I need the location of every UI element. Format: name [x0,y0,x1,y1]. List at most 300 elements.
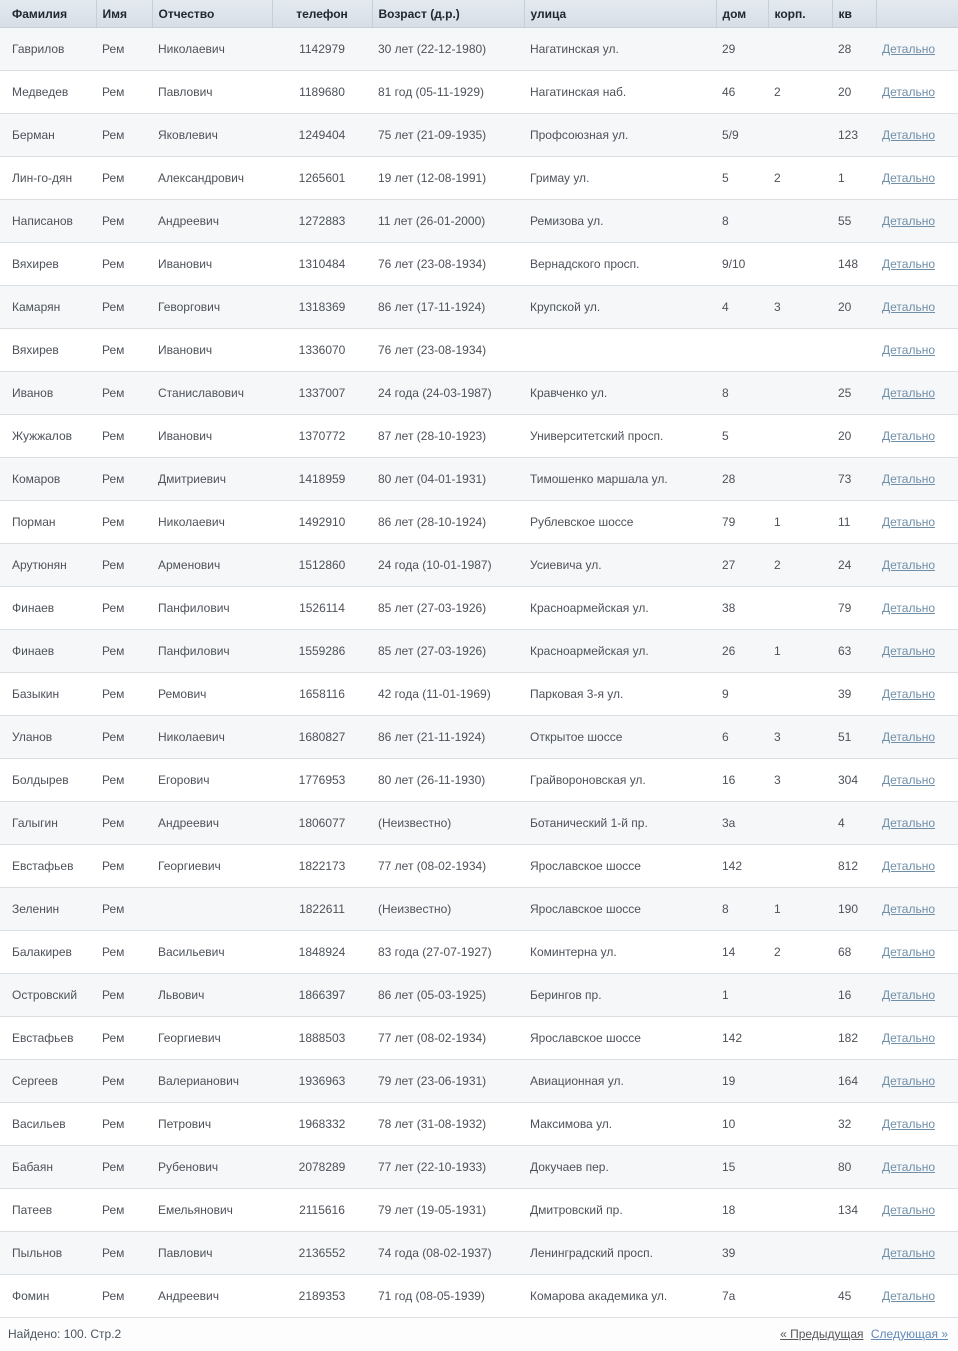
street-cell: Авиационная ул. [524,1060,716,1103]
surname-cell: Пыльнов [0,1232,96,1275]
surname-cell: Медведев [0,71,96,114]
phone-cell: 1848924 [272,931,372,974]
firstname-cell: Рем [96,1275,152,1318]
details-cell [876,974,958,1017]
firstname-cell: Рем [96,888,152,931]
phone-cell: 1526114 [272,587,372,630]
surname-cell: Лин-го-дян [0,157,96,200]
apartment-cell: 123 [832,114,876,157]
phone-cell: 1822611 [272,888,372,931]
apartment-cell: 134 [832,1189,876,1232]
details-cell [876,501,958,544]
firstname-cell: Рем [96,1189,152,1232]
table-row [0,974,958,1017]
building-cell: 1 [768,888,832,931]
age-cell: 86 лет (21-11-1924) [372,716,524,759]
age-cell: 85 лет (27-03-1926) [372,630,524,673]
building-cell [768,1017,832,1060]
phone-cell: 1189680 [272,71,372,114]
phone-cell: 1249404 [272,114,372,157]
house-cell: 9/10 [716,243,768,286]
street-cell: Грайвороновская ул. [524,759,716,802]
patronymic-cell: Павлович [152,71,272,114]
age-cell: 11 лет (26-01-2000) [372,200,524,243]
details-link[interactable]: Детально [882,1160,935,1174]
details-cell [876,716,958,759]
apartment-cell: 182 [832,1017,876,1060]
street-cell: Парковая 3-я ул. [524,673,716,716]
details-link[interactable]: Детально [882,171,935,185]
building-cell [768,329,832,372]
surname-cell: Патеев [0,1189,96,1232]
apartment-cell: 39 [832,673,876,716]
table-row [0,1146,958,1189]
firstname-cell: Рем [96,1146,152,1189]
building-cell [768,1275,832,1318]
phone-cell: 1888503 [272,1017,372,1060]
details-link[interactable]: Детально [882,343,935,357]
table-header-row [0,0,958,28]
details-link[interactable]: Детально [882,42,935,56]
surname-cell: Болдырев [0,759,96,802]
details-link[interactable]: Детально [882,1289,935,1303]
surname-cell: Написанов [0,200,96,243]
apartment-cell: 148 [832,243,876,286]
column-header-street: улица [524,0,716,28]
firstname-cell: Рем [96,673,152,716]
phone-cell: 1142979 [272,28,372,71]
house-cell: 5 [716,415,768,458]
surname-cell: Сергеев [0,1060,96,1103]
street-cell: Красноармейская ул. [524,587,716,630]
apartment-cell: 20 [832,71,876,114]
firstname-cell: Рем [96,415,152,458]
building-cell [768,415,832,458]
details-cell [876,458,958,501]
patronymic-cell: Станиславович [152,372,272,415]
firstname-cell: Рем [96,157,152,200]
apartment-cell: 73 [832,458,876,501]
surname-cell: Уланов [0,716,96,759]
apartment-cell: 80 [832,1146,876,1189]
patronymic-cell: Георгиевич [152,1017,272,1060]
age-cell: (Неизвестно) [372,802,524,845]
surname-cell: Берман [0,114,96,157]
table-row [0,931,958,974]
apartment-cell: 28 [832,28,876,71]
details-link[interactable]: Детально [882,1031,935,1045]
patronymic-cell: Валерианович [152,1060,272,1103]
street-cell: Открытое шоссе [524,716,716,759]
house-cell: 5 [716,157,768,200]
phone-cell: 1418959 [272,458,372,501]
patronymic-cell: Николаевич [152,716,272,759]
house-cell: 28 [716,458,768,501]
details-cell [876,71,958,114]
street-cell: Вернадского просп. [524,243,716,286]
age-cell: 42 года (11-01-1969) [372,673,524,716]
phone-cell: 1658116 [272,673,372,716]
street-cell: Кравченко ул. [524,372,716,415]
details-cell [876,1103,958,1146]
details-cell [876,372,958,415]
details-link[interactable]: Детально [882,515,935,529]
next-page-link[interactable]: Следующая » [870,1327,948,1341]
phone-cell: 1512860 [272,544,372,587]
street-cell: Коминтерна ул. [524,931,716,974]
house-cell: 19 [716,1060,768,1103]
phone-cell: 1272883 [272,200,372,243]
street-cell: Нагатинская ул. [524,28,716,71]
apartment-cell: 11 [832,501,876,544]
patronymic-cell: Егорович [152,759,272,802]
surname-cell: Комаров [0,458,96,501]
firstname-cell: Рем [96,114,152,157]
house-cell: 16 [716,759,768,802]
street-cell: Красноармейская ул. [524,630,716,673]
patronymic-cell: Васильевич [152,931,272,974]
apartment-cell [832,329,876,372]
patronymic-cell: Дмитриевич [152,458,272,501]
building-cell: 3 [768,716,832,759]
details-link[interactable]: Детально [882,687,935,701]
house-cell: 8 [716,372,768,415]
house-cell: 46 [716,71,768,114]
column-header-building: корп. [768,0,832,28]
apartment-cell: 164 [832,1060,876,1103]
building-cell [768,1232,832,1275]
details-link[interactable]: Детально [882,988,935,1002]
street-cell: Берингов пр. [524,974,716,1017]
surname-cell: Галыгин [0,802,96,845]
table-row [0,888,958,931]
column-header-surname: Фамилия [0,0,96,28]
details-cell [876,1017,958,1060]
house-cell: 27 [716,544,768,587]
age-cell: 86 лет (05-03-1925) [372,974,524,1017]
apartment-cell: 32 [832,1103,876,1146]
surname-cell: Финаев [0,630,96,673]
table-body [0,28,958,1318]
details-link[interactable]: Детально [882,257,935,271]
details-cell [876,845,958,888]
table-row [0,1103,958,1146]
age-cell: 77 лет (22-10-1933) [372,1146,524,1189]
phone-cell: 1822173 [272,845,372,888]
pagination [780,1327,948,1341]
details-cell [876,1275,958,1318]
building-cell [768,673,832,716]
details-link[interactable]: Детально [882,945,935,959]
details-cell [876,114,958,157]
details-link[interactable]: Детально [882,773,935,787]
house-cell: 18 [716,1189,768,1232]
details-link[interactable]: Детально [882,1246,935,1260]
building-cell: 2 [768,544,832,587]
details-cell [876,1060,958,1103]
firstname-cell: Рем [96,1232,152,1275]
patronymic-cell: Иванович [152,329,272,372]
building-cell [768,28,832,71]
patronymic-cell [152,888,272,931]
age-cell: 19 лет (12-08-1991) [372,157,524,200]
details-cell [876,157,958,200]
phone-cell: 1806077 [272,802,372,845]
firstname-cell: Рем [96,71,152,114]
table-row [0,1060,958,1103]
surname-cell: Порман [0,501,96,544]
details-link[interactable]: Детально [882,472,935,486]
firstname-cell: Рем [96,200,152,243]
table-row [0,157,958,200]
house-cell: 4 [716,286,768,329]
building-cell: 2 [768,157,832,200]
age-cell: 77 лет (08-02-1934) [372,845,524,888]
details-link[interactable]: Детально [882,85,935,99]
table-row [0,716,958,759]
details-link[interactable]: Детально [882,730,935,744]
building-cell: 2 [768,931,832,974]
table-row [0,759,958,802]
age-cell: 75 лет (21-09-1935) [372,114,524,157]
surname-cell: Зеленин [0,888,96,931]
firstname-cell: Рем [96,501,152,544]
details-cell [876,630,958,673]
age-cell: 86 лет (17-11-1924) [372,286,524,329]
table-row [0,501,958,544]
apartment-cell: 1 [832,157,876,200]
details-cell [876,587,958,630]
age-cell: 79 лет (19-05-1931) [372,1189,524,1232]
details-link[interactable]: Детально [882,300,935,314]
firstname-cell: Рем [96,974,152,1017]
apartment-cell [832,1232,876,1275]
details-link[interactable]: Детально [882,1074,935,1088]
firstname-cell: Рем [96,372,152,415]
details-cell [876,802,958,845]
details-link[interactable]: Детально [882,128,935,142]
age-cell: 86 лет (28-10-1924) [372,501,524,544]
table-row [0,458,958,501]
apartment-cell: 16 [832,974,876,1017]
phone-cell: 1318369 [272,286,372,329]
house-cell: 1 [716,974,768,1017]
column-header-details [876,0,958,28]
street-cell: Дмитровский пр. [524,1189,716,1232]
details-cell [876,329,958,372]
details-cell [876,931,958,974]
table-row [0,372,958,415]
details-cell [876,286,958,329]
patronymic-cell: Арменович [152,544,272,587]
details-link[interactable]: Детально [882,558,935,572]
apartment-cell: 79 [832,587,876,630]
prev-page-link[interactable]: « Предыдущая [780,1327,864,1341]
street-cell: Максимова ул. [524,1103,716,1146]
details-link[interactable]: Детально [882,859,935,873]
patronymic-cell: Емельянович [152,1189,272,1232]
column-header-age: Возраст (д.р.) [372,0,524,28]
details-cell [876,200,958,243]
phone-cell: 1776953 [272,759,372,802]
age-cell: 80 лет (26-11-1930) [372,759,524,802]
surname-cell: Финаев [0,587,96,630]
table-row [0,544,958,587]
surname-cell: Иванов [0,372,96,415]
details-link[interactable]: Детально [882,214,935,228]
firstname-cell: Рем [96,630,152,673]
table-row [0,243,958,286]
surname-cell: Балакирев [0,931,96,974]
patronymic-cell: Николаевич [152,501,272,544]
details-cell [876,1146,958,1189]
patronymic-cell: Геворгович [152,286,272,329]
table-row [0,329,958,372]
phone-cell: 1336070 [272,329,372,372]
patronymic-cell: Андреевич [152,1275,272,1318]
age-cell: 83 года (27-07-1927) [372,931,524,974]
phone-cell: 1936963 [272,1060,372,1103]
phone-cell: 1968332 [272,1103,372,1146]
age-cell: 24 года (24-03-1987) [372,372,524,415]
firstname-cell: Рем [96,243,152,286]
details-link[interactable]: Детально [882,601,935,615]
apartment-cell: 20 [832,286,876,329]
street-cell: Крупской ул. [524,286,716,329]
status-bar [0,1318,958,1351]
phone-cell: 2078289 [272,1146,372,1189]
apartment-cell: 45 [832,1275,876,1318]
age-cell: 24 года (10-01-1987) [372,544,524,587]
age-cell: 85 лет (27-03-1926) [372,587,524,630]
firstname-cell: Рем [96,329,152,372]
street-cell: Ремизова ул. [524,200,716,243]
column-header-patronymic: Отчество [152,0,272,28]
street-cell: Ботанический 1-й пр. [524,802,716,845]
street-cell: Ленинградский просп. [524,1232,716,1275]
apartment-cell: 4 [832,802,876,845]
table-row [0,845,958,888]
age-cell: 87 лет (28-10-1923) [372,415,524,458]
table-row [0,114,958,157]
table-row [0,630,958,673]
firstname-cell: Рем [96,1103,152,1146]
details-link[interactable]: Детально [882,429,935,443]
building-cell [768,1189,832,1232]
surname-cell: Арутюнян [0,544,96,587]
phone-cell: 1310484 [272,243,372,286]
house-cell [716,329,768,372]
age-cell: 78 лет (31-08-1932) [372,1103,524,1146]
street-cell: Ярославское шоссе [524,888,716,931]
patronymic-cell: Павлович [152,1232,272,1275]
surname-cell: Гаврилов [0,28,96,71]
table-row [0,200,958,243]
details-cell [876,243,958,286]
building-cell: 2 [768,71,832,114]
details-link[interactable]: Детально [882,644,935,658]
building-cell [768,974,832,1017]
details-link[interactable]: Детально [882,816,935,830]
age-cell: 77 лет (08-02-1934) [372,1017,524,1060]
street-cell: Университетский просп. [524,415,716,458]
firstname-cell: Рем [96,1060,152,1103]
patronymic-cell: Ремович [152,673,272,716]
age-cell: 76 лет (23-08-1934) [372,329,524,372]
patronymic-cell: Георгиевич [152,845,272,888]
patronymic-cell: Андреевич [152,200,272,243]
patronymic-cell: Петрович [152,1103,272,1146]
patronymic-cell: Яковлевич [152,114,272,157]
house-cell: 7а [716,1275,768,1318]
details-cell [876,28,958,71]
house-cell: 79 [716,501,768,544]
table-row [0,1232,958,1275]
house-cell: 15 [716,1146,768,1189]
building-cell: 1 [768,501,832,544]
details-link[interactable]: Детально [882,1203,935,1217]
surname-cell: Вяхирев [0,329,96,372]
surname-cell: Евстафьев [0,1017,96,1060]
phone-cell: 1370772 [272,415,372,458]
patronymic-cell: Александрович [152,157,272,200]
firstname-cell: Рем [96,28,152,71]
building-cell [768,114,832,157]
apartment-cell: 20 [832,415,876,458]
table-row [0,802,958,845]
firstname-cell: Рем [96,931,152,974]
house-cell: 39 [716,1232,768,1275]
surname-cell: Фомин [0,1275,96,1318]
surname-cell: Бабаян [0,1146,96,1189]
age-cell: 76 лет (23-08-1934) [372,243,524,286]
age-cell: 30 лет (22-12-1980) [372,28,524,71]
patronymic-cell: Рубенович [152,1146,272,1189]
building-cell [768,802,832,845]
building-cell [768,200,832,243]
details-cell [876,544,958,587]
street-cell: Тимошенко маршала ул. [524,458,716,501]
details-cell [876,415,958,458]
firstname-cell: Рем [96,759,152,802]
phone-cell: 1680827 [272,716,372,759]
building-cell [768,1103,832,1146]
firstname-cell: Рем [96,716,152,759]
house-cell: 38 [716,587,768,630]
table-row [0,71,958,114]
details-link[interactable]: Детально [882,386,935,400]
house-cell: 5/9 [716,114,768,157]
street-cell: Профсоюзная ул. [524,114,716,157]
surname-cell: Жужжалов [0,415,96,458]
column-header-phone: телефон [272,0,372,28]
firstname-cell: Рем [96,1017,152,1060]
surname-cell: Евстафьев [0,845,96,888]
firstname-cell: Рем [96,802,152,845]
table-row [0,673,958,716]
street-cell: Усиевича ул. [524,544,716,587]
street-cell: Ярославское шоссе [524,845,716,888]
phone-cell: 2115616 [272,1189,372,1232]
firstname-cell: Рем [96,587,152,630]
details-link[interactable]: Детально [882,1117,935,1131]
phone-cell: 1337007 [272,372,372,415]
details-cell [876,759,958,802]
building-cell: 3 [768,759,832,802]
apartment-cell: 24 [832,544,876,587]
house-cell: 142 [716,845,768,888]
details-link[interactable]: Детально [882,902,935,916]
